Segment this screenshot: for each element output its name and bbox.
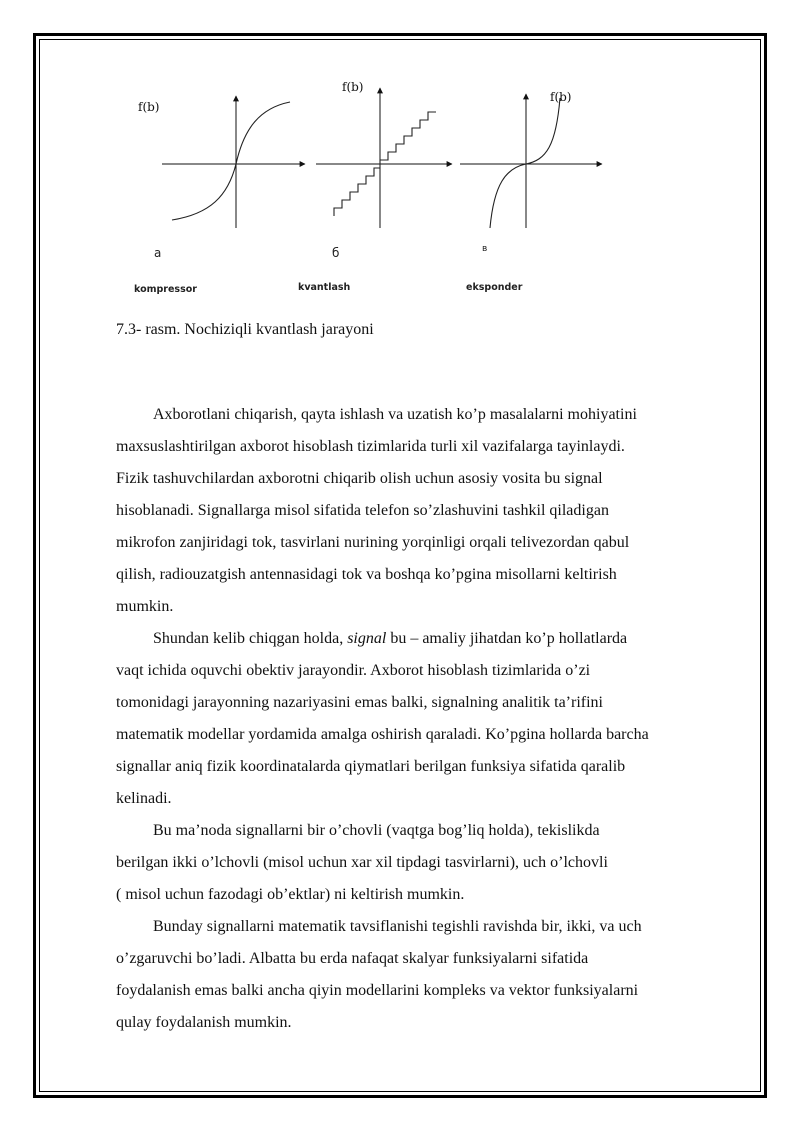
body-text <box>116 399 744 1039</box>
panel-letter-b: б <box>332 246 340 260</box>
panel-name-c: ekspоnder <box>466 282 523 293</box>
figure-caption: 7.3- rasm. Nochiziqli kvantlash jarayoni <box>116 321 374 338</box>
text-line: ( misol uchun fazodagi ob’ektlar) ni keltirish mumkin. <box>116 886 465 903</box>
text-line: mumkin. <box>116 598 174 615</box>
text-line: signallar aniq fizik koordinatalarda qiymatlari berilgan funksiya sifatida qaralib <box>116 758 626 775</box>
text-line: Fizik tashuvchilardan axborotni chiqarib olish uchun asosiy vosita bu signal <box>116 470 603 487</box>
text-line: Bu ma’noda signallarni bir o’chovli (vaqtga bog’liq holda), tekislikda <box>153 822 600 839</box>
figure-graphs <box>110 76 580 306</box>
text-line: hisoblanadi. Signallarga misol sifatida telefon so’zlashuvini tashkil qiladigan <box>116 502 609 519</box>
text-line: berilgan ikki o’lchovli (misol uchun xar xil tipdagi tasvirlarni), uch o’lchovli <box>116 854 608 871</box>
text-line: mikrofon zanjiridagi tok, tasvirlani nurining yorqinligi orqali telivezordan qabul <box>116 534 630 551</box>
text-line: foydalanish emas balki ancha qiyin modellarini kompleks va vektor funksiyalarni <box>116 982 639 999</box>
quantizer-graph <box>316 88 452 228</box>
text-line: qulay foydalanish mumkin. <box>116 1014 292 1031</box>
panel-name-a: kompressor <box>134 284 197 295</box>
axis-label-c: f(b) <box>550 90 572 104</box>
text-line <box>116 623 744 655</box>
paragraph-3 <box>116 815 744 911</box>
paragraph-1 <box>116 399 744 623</box>
text-line: qilish, radiouzatgish antennasidagi tok va boshqa ko’pgina misollarni keltirish <box>116 566 617 583</box>
text-line: o’zgaruvchi bo’ladi. Albatta bu erda nafaqat skalyar funksiyalarni sifatida <box>116 950 589 967</box>
compressor-graph <box>162 96 305 228</box>
text-line: kelinadi. <box>116 790 172 807</box>
panel-letter-c: в <box>482 244 488 254</box>
panel-name-b: kvantlash <box>298 282 351 293</box>
signal-term: signal <box>347 630 387 647</box>
text-line: maxsuslashtirilgan axborot hisoblash tizimlarida turli xil vazifalarga tayinlaydi. <box>116 438 625 455</box>
text-line: vaqt ichida oquvchi obektiv jarayondir. Axborot hisoblash tizimlarida o’zi <box>116 662 591 679</box>
text-line: Bunday signallarni matematik tavsiflanishi tegishli ravishda bir, ikki, va uch <box>153 918 642 935</box>
text-line: tomonidagi jarayonning nazariyasini emas balki, signalning analitik ta’rifini <box>116 694 603 711</box>
text-fragment: bu – amaliy jihatdan ko’p hollatlarda <box>386 630 628 647</box>
text-fragment: Shundan kelib chiqgan holda, <box>153 630 348 647</box>
nonlinear-quantization-figure <box>110 76 580 306</box>
text-line: matematik modellar yordamida amalga oshirish qaraladi. Ko’pgina hollarda barcha <box>116 726 649 743</box>
paragraph-2 <box>116 623 744 815</box>
axis-label-a: f(b) <box>138 100 160 114</box>
expander-curve <box>490 98 560 228</box>
paragraph-4 <box>116 911 744 1039</box>
compressor-curve <box>172 102 290 220</box>
text-line: Axborotlani chiqarish, qayta ishlash va uzatish ko’p masalalarni mohiyatini <box>153 406 637 423</box>
panel-letter-a: a <box>154 246 162 260</box>
axis-label-b: f(b) <box>342 80 364 94</box>
